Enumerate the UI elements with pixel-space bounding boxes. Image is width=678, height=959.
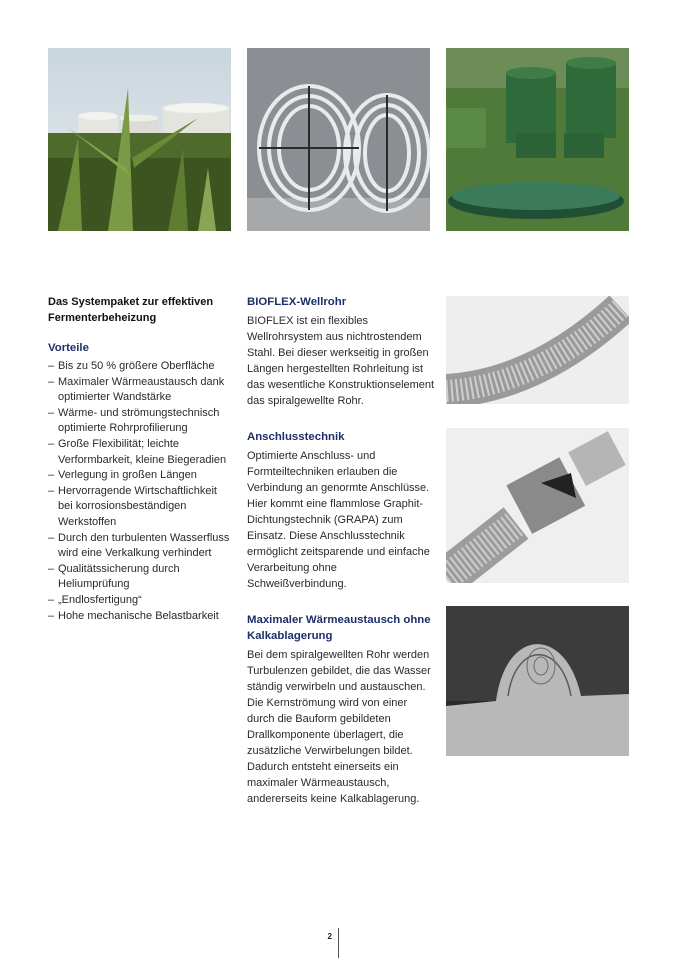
photo-biogas-plant-aerial — [446, 48, 629, 231]
list-item: – Große Flexibilität; leichte Verformbarkeit, kleine Biegeradien — [48, 437, 233, 468]
list-item: – Hohe mechanische Belastbarkeit — [48, 609, 233, 625]
section-heading: Anschlusstechnik — [247, 431, 345, 443]
advantages-list — [48, 359, 233, 624]
description-column — [247, 294, 435, 807]
section-text: Optimierte Anschluss- und Formteiltechniken erlauben die Verbindung an genormte Anschlüsse. Hier kommt eine flammlose Graphit-Dichtungstechnik (GRAPA) zum Einsatz. Diese Anschlusstechnik ermöglicht zeitsparende und einfache Verarbeitung ohne Schweißverbindung. — [247, 450, 430, 590]
footer-divider — [338, 928, 339, 958]
intro-title: Das Systempaket zur effektiven Fermenterbeheizung — [48, 296, 214, 324]
list-item: – Wärme- und strömungstechnisch optimierte Rohrprofilierung — [48, 406, 233, 437]
photo-biogas-tanks-field — [48, 48, 231, 231]
advantages-column — [48, 294, 233, 624]
photo-coiled-pipes — [247, 48, 430, 231]
section-text: Bei dem spiralgewellten Rohr werden Turbulenzen gebildet, die das Wasser ständig verwirbeln und austauschen. Die Kernströmung wird von einer durch die Bauform gebildeten Drallkomponente überlagert, die zusätzliche Verwirbelungen bildet. Dadurch entsteht einerseits ein maximaler Wärmeaustausch, andererseits keine Kalkablagerung. — [247, 649, 431, 805]
advantages-heading: Vorteile — [48, 342, 89, 354]
list-item: – Durch den turbulenten Wasserfluss wird eine Verkalkung verhindert — [48, 531, 233, 562]
page-number: 2 — [327, 932, 332, 941]
image-flow-turbulence — [446, 606, 629, 756]
list-item: – Bis zu 50 % größere Oberfläche — [48, 359, 233, 375]
section-connection — [247, 429, 435, 592]
section-heat-exchange — [247, 612, 435, 807]
section-text: BIOFLEX ist ein flexibles Wellrohrsystem aus nichtrostendem Stahl. Bei dieser werkseitig in großen Längen hergestellten Rohrleitung ist das wesentliche Konstruktionselement das spiralgewellte Rohr. — [247, 315, 435, 407]
section-bioflex — [247, 294, 435, 409]
section-heading: BIOFLEX-Wellrohr — [247, 296, 347, 308]
list-item: – Verlegung in großen Längen — [48, 468, 233, 484]
image-pipe-connector — [446, 428, 629, 583]
list-item: – Maximaler Wärmeaustausch dank optimierter Wandstärke — [48, 375, 233, 406]
list-item: – Qualitätssicherung durch Heliumprüfung — [48, 562, 233, 593]
list-item: – Hervorragende Wirtschaftlichkeit bei korrosionsbeständigen Werkstoffen — [48, 484, 233, 531]
section-heading: Maximaler Wärmeaustausch ohne Kalkablagerung — [247, 614, 431, 642]
image-corrugated-pipe — [446, 296, 629, 404]
list-item: – „Endlosfertigung“ — [48, 593, 233, 609]
